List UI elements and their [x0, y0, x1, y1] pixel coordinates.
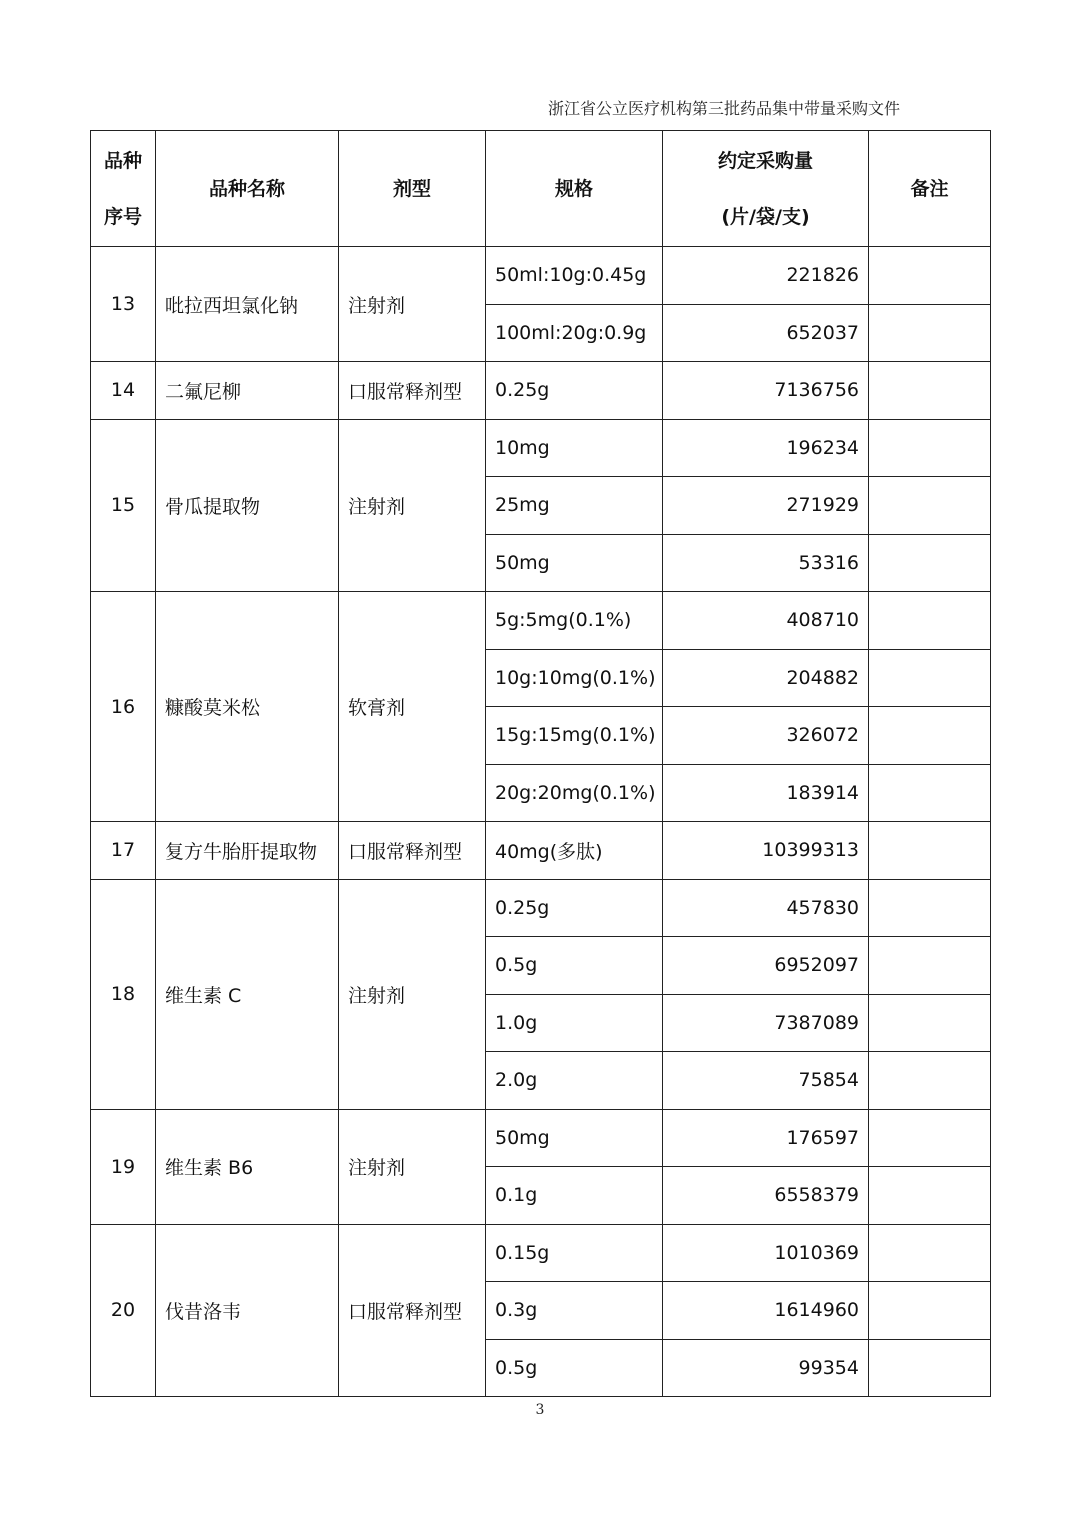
specification-cell: 0.25g: [486, 362, 663, 420]
specification-cell: 0.15g: [486, 1224, 663, 1282]
dosage-form-cell: 注射剂: [339, 419, 486, 592]
specification-cell: 10g:10mg(0.1%): [486, 649, 663, 707]
quantity-cell: 221826: [663, 247, 869, 305]
quantity-cell: 457830: [663, 879, 869, 937]
quantity-cell: 326072: [663, 707, 869, 765]
item-name-cell: 骨瓜提取物: [156, 419, 339, 592]
quantity-cell: 6952097: [663, 937, 869, 995]
quantity-cell: 7136756: [663, 362, 869, 420]
remarks-cell: [869, 707, 991, 765]
header-quantity-line1: 约定采购量: [717, 149, 813, 172]
dosage-form-cell: 口服常释剂型: [339, 822, 486, 880]
table-row: [91, 362, 991, 420]
dosage-form-cell: 口服常释剂型: [339, 362, 486, 420]
remarks-cell: [869, 419, 991, 477]
remarks-cell: [869, 1282, 991, 1340]
specification-cell: 0.5g: [486, 1339, 663, 1397]
table-row: [91, 1224, 991, 1282]
dosage-form-cell: 口服常释剂型: [339, 1224, 486, 1397]
quantity-cell: 53316: [663, 534, 869, 592]
remarks-cell: [869, 879, 991, 937]
table-row: [91, 592, 991, 650]
quantity-cell: 176597: [663, 1109, 869, 1167]
quantity-cell: 1614960: [663, 1282, 869, 1340]
header-dosage-form: 剂型: [339, 131, 486, 247]
remarks-cell: [869, 649, 991, 707]
item-number-cell: 16: [91, 592, 156, 822]
quantity-cell: 183914: [663, 764, 869, 822]
remarks-cell: [869, 994, 991, 1052]
table-header-row: [91, 131, 991, 247]
remarks-cell: [869, 477, 991, 535]
item-name-cell: 糠酸莫米松: [156, 592, 339, 822]
remarks-cell: [869, 937, 991, 995]
document-header: 浙江省公立医疗机构第三批药品集中带量采购文件: [547, 99, 900, 118]
quantity-cell: 7387089: [663, 994, 869, 1052]
table-row: [91, 879, 991, 937]
specification-cell: 2.0g: [486, 1052, 663, 1110]
remarks-cell: [869, 247, 991, 305]
header-item-number: [91, 131, 156, 247]
specification-cell: 0.3g: [486, 1282, 663, 1340]
remarks-cell: [869, 592, 991, 650]
header-quantity-line2: (片/袋/支): [721, 205, 810, 228]
specification-cell: 1.0g: [486, 994, 663, 1052]
item-name-cell: 维生素 C: [156, 879, 339, 1109]
table-row: [91, 822, 991, 880]
header-item-number-line2: 序号: [103, 205, 142, 228]
specification-cell: 100ml:20g:0.9g: [486, 304, 663, 362]
item-number-cell: 14: [91, 362, 156, 420]
remarks-cell: [869, 304, 991, 362]
remarks-cell: [869, 1109, 991, 1167]
table-row: [91, 1109, 991, 1167]
specification-cell: 10mg: [486, 419, 663, 477]
remarks-cell: [869, 764, 991, 822]
specification-cell: 0.5g: [486, 937, 663, 995]
quantity-cell: 204882: [663, 649, 869, 707]
quantity-cell: 99354: [663, 1339, 869, 1397]
item-number-cell: 18: [91, 879, 156, 1109]
table-row: [91, 247, 991, 305]
remarks-cell: [869, 1224, 991, 1282]
dosage-form-cell: 软膏剂: [339, 592, 486, 822]
dosage-form-cell: 注射剂: [339, 247, 486, 362]
header-item-number-line1: 品种: [103, 149, 142, 172]
quantity-cell: 196234: [663, 419, 869, 477]
specification-cell: 50ml:10g:0.45g: [486, 247, 663, 305]
item-number-cell: 17: [91, 822, 156, 880]
remarks-cell: [869, 534, 991, 592]
procurement-table: [90, 130, 991, 1397]
quantity-cell: 75854: [663, 1052, 869, 1110]
specification-cell: 20g:20mg(0.1%): [486, 764, 663, 822]
item-name-cell: 复方牛胎肝提取物: [156, 822, 339, 880]
quantity-cell: 1010369: [663, 1224, 869, 1282]
specification-cell: 40mg(多肽): [486, 822, 663, 880]
item-number-cell: 15: [91, 419, 156, 592]
header-remarks: 备注: [869, 131, 991, 247]
item-number-cell: 20: [91, 1224, 156, 1397]
item-name-cell: 伐昔洛韦: [156, 1224, 339, 1397]
table-row: [91, 419, 991, 477]
specification-cell: 50mg: [486, 1109, 663, 1167]
specification-cell: 0.1g: [486, 1167, 663, 1225]
dosage-form-cell: 注射剂: [339, 879, 486, 1109]
item-name-cell: 吡拉西坦氯化钠: [156, 247, 339, 362]
remarks-cell: [869, 362, 991, 420]
quantity-cell: 652037: [663, 304, 869, 362]
table-body: [91, 247, 991, 1397]
item-name-cell: 二氟尼柳: [156, 362, 339, 420]
specification-cell: 15g:15mg(0.1%): [486, 707, 663, 765]
item-number-cell: 19: [91, 1109, 156, 1224]
quantity-cell: 408710: [663, 592, 869, 650]
dosage-form-cell: 注射剂: [339, 1109, 486, 1224]
header-quantity: [663, 131, 869, 247]
item-name-cell: 维生素 B6: [156, 1109, 339, 1224]
header-specification: 规格: [486, 131, 663, 247]
remarks-cell: [869, 822, 991, 880]
specification-cell: 5g:5mg(0.1%): [486, 592, 663, 650]
header-item-name: 品种名称: [156, 131, 339, 247]
item-number-cell: 13: [91, 247, 156, 362]
quantity-cell: 10399313: [663, 822, 869, 880]
quantity-cell: 271929: [663, 477, 869, 535]
remarks-cell: [869, 1052, 991, 1110]
page-number: 3: [535, 1402, 545, 1418]
quantity-cell: 6558379: [663, 1167, 869, 1225]
specification-cell: 50mg: [486, 534, 663, 592]
specification-cell: 25mg: [486, 477, 663, 535]
remarks-cell: [869, 1167, 991, 1225]
remarks-cell: [869, 1339, 991, 1397]
specification-cell: 0.25g: [486, 879, 663, 937]
